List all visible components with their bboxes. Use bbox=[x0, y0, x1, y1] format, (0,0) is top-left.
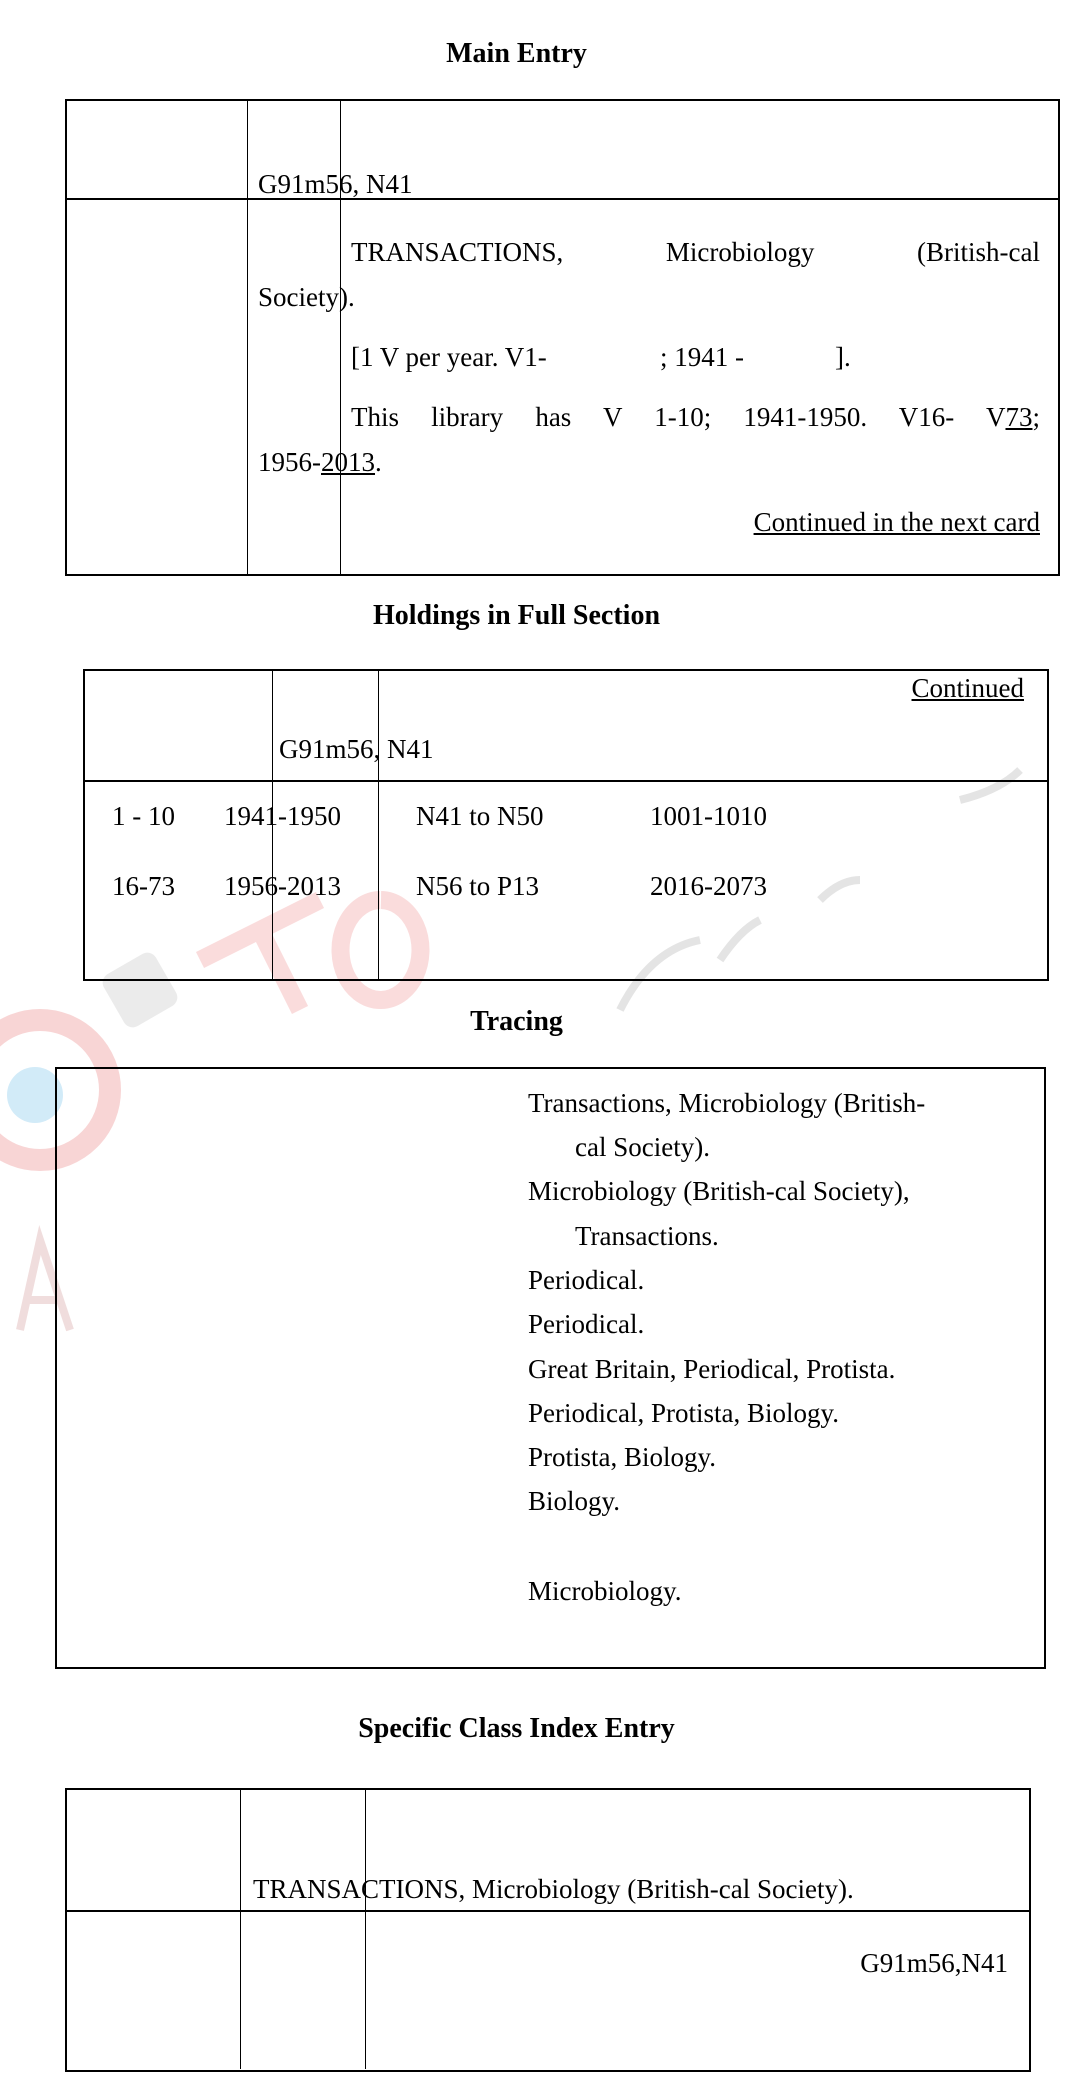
main-heading-line: TRANSACTIONS, Microbiology (British-cal bbox=[351, 237, 1040, 267]
tracing-line: Transactions, Microbiology (British- bbox=[528, 1088, 926, 1118]
card-rule bbox=[365, 1789, 366, 2069]
years: 1941-1950 bbox=[224, 801, 341, 831]
tracing-line: Great Britain, Periodical, Protista. bbox=[528, 1354, 896, 1384]
class-index-title: Specific Class Index Entry bbox=[358, 1713, 675, 1744]
holdings-title: Holdings in Full Section bbox=[372, 600, 661, 631]
continued-note: Continued in the next card bbox=[753, 507, 1040, 537]
card-rule bbox=[84, 780, 1048, 782]
card-rule bbox=[66, 1910, 1030, 1912]
holdings-vol-end: 73 bbox=[1005, 402, 1033, 432]
holdings-note bbox=[258, 446, 382, 478]
card-rule bbox=[247, 100, 248, 575]
tracing-line: Transactions. bbox=[575, 1221, 719, 1251]
call-number: G91m56, N41 bbox=[258, 169, 413, 199]
holdings-year-end: 2013 bbox=[321, 447, 375, 477]
tracing-line: Microbiology. bbox=[528, 1576, 682, 1606]
tracing-title: Tracing bbox=[470, 1006, 563, 1037]
holdings-text: This library has V 1-10; 1941-1950. V16- V bbox=[351, 402, 1006, 432]
years: 1956-2013 bbox=[224, 871, 341, 901]
card-rule bbox=[240, 1789, 241, 2069]
main-heading-line: Society). bbox=[258, 282, 355, 312]
tracing-line: Protista, Biology. bbox=[528, 1442, 717, 1472]
holdings-text: ; bbox=[1032, 402, 1040, 432]
holdings-note bbox=[351, 401, 1040, 433]
frequency-note: [1 V per year. V1- bbox=[351, 342, 547, 372]
tracing-line: Periodical. bbox=[528, 1265, 645, 1295]
tracing-line: Periodical, Protista, Biology. bbox=[528, 1398, 839, 1428]
holdings-text: 1956- bbox=[258, 447, 321, 477]
class-index-card bbox=[65, 1788, 1031, 2072]
volumes: 16-73 bbox=[112, 871, 175, 901]
call-number: G91m56, N41 bbox=[279, 734, 434, 764]
tracing-line: cal Society). bbox=[575, 1132, 710, 1162]
main-entry-title: Main Entry bbox=[446, 38, 587, 69]
number-range: N56 to P13 bbox=[416, 871, 540, 901]
tracing-line: Biology. bbox=[528, 1486, 621, 1516]
card-rule bbox=[378, 670, 379, 980]
holdings-text: . bbox=[375, 447, 382, 477]
tracing-line: Microbiology (British-cal Society), bbox=[528, 1176, 910, 1206]
accession-numbers: 2016-2073 bbox=[650, 871, 767, 901]
class-index-heading: TRANSACTIONS, Microbiology (British-cal Society). bbox=[253, 1874, 854, 1904]
number-range: N41 to N50 bbox=[416, 801, 544, 831]
main-entry-card bbox=[65, 99, 1060, 576]
frequency-note: ]. bbox=[835, 342, 851, 372]
tracing-line: Periodical. bbox=[528, 1309, 645, 1339]
call-number: G91m56,N41 bbox=[860, 1948, 1008, 1978]
volumes: 1 - 10 bbox=[112, 801, 175, 831]
frequency-note: ; 1941 - bbox=[660, 342, 744, 372]
card-rule bbox=[66, 198, 1059, 200]
accession-numbers: 1001-1010 bbox=[650, 801, 767, 831]
continued-note: Continued bbox=[911, 673, 1024, 703]
